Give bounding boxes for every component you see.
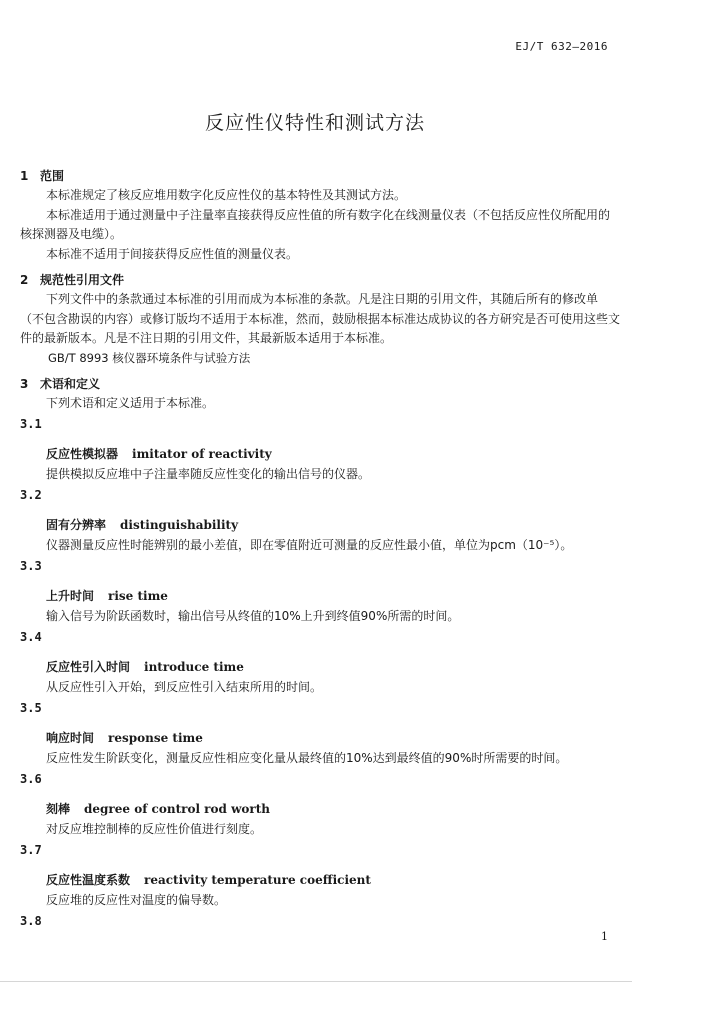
term-title (46, 729, 620, 748)
section-heading (20, 270, 620, 290)
term-en: reactivity temperature coefficient (144, 873, 371, 887)
term-definition: 对反应堆控制棒的反应性价值进行刻度。 (46, 822, 263, 836)
term-definition: 反应堆的反应性对温度的偏导数。 (46, 893, 227, 907)
clause-number: 3.4 (20, 630, 42, 644)
term-entry (20, 555, 620, 626)
term-definition: 提供模拟反应堆中子注量率随反应性变化的输出信号的仪器。 (46, 467, 371, 481)
page-number: 1 (601, 930, 608, 943)
term-entry (20, 413, 620, 484)
term-en: distinguishability (120, 518, 239, 532)
paragraph: 下列文件中的条款通过本标准的引用而成为本标准的条款。凡是注日期的引用文件，其随后所有的修改单（不包含勘误的内容）或修订版均不适用于本标准，然而，鼓励根据本标准达成协议的各方研究是否可使用这些文件的最新版本。凡是不注日期的引用文件，其最新版本适用于本标准。 (20, 292, 621, 345)
clause-number: 3.5 (20, 701, 42, 715)
term-en: rise time (108, 589, 168, 603)
term-title (46, 871, 620, 890)
clause-number: 3.3 (20, 559, 42, 573)
term-zh: 反应性模拟器 (46, 447, 119, 461)
term-en: imitator of reactivity (132, 447, 272, 461)
term-definition: 从反应性引入开始，到反应性引入结束所用的时间。 (46, 680, 323, 694)
normative-reference: GB/T 8993 核仪器环境条件与试验方法 (48, 350, 251, 365)
clause-number: 3.2 (20, 488, 42, 502)
term-zh: 刻棒 (46, 802, 71, 816)
term-title (46, 658, 620, 677)
section-title: 范围 (40, 169, 65, 183)
paragraph: 本标准规定了核反应堆用数字化反应性仪的基本特性及其测试方法。 (46, 188, 407, 202)
term-definition: 仪器测量反应性时能辨别的最小差值，即在零值附近可测量的反应性最小值，单位为pcm（10⁻⁵）。 (46, 538, 573, 552)
term-zh: 响应时间 (46, 731, 95, 745)
term-zh: 反应性引入时间 (46, 660, 131, 674)
paragraph: 下列术语和定义适用于本标准。 (46, 395, 215, 410)
term-title (46, 516, 620, 535)
section-number: 2 (20, 273, 29, 287)
section-title: 术语和定义 (40, 376, 101, 391)
term-zh: 上升时间 (46, 589, 95, 603)
term-title (46, 587, 620, 606)
term-en: introduce time (144, 660, 244, 674)
term-definition: 反应性发生阶跃变化，测量反应性相应变化量从最终值的10%达到最终值的90%时所需要的时间。 (46, 751, 568, 765)
term-entry (20, 839, 620, 910)
term-definition: 输入信号为阶跃函数时，输出信号从终值的10%上升到终值90%所需的时间。 (46, 609, 460, 623)
term-entry (20, 697, 620, 768)
document-body (20, 166, 620, 932)
section-heading (20, 166, 620, 186)
document-title: 反应性仪特性和测试方法 (204, 112, 425, 134)
section-number: 1 (20, 169, 29, 183)
term-entry (20, 768, 620, 839)
term-entry (20, 484, 620, 555)
term-en: response time (108, 731, 203, 745)
page-bottom-divider (0, 981, 632, 982)
section-heading (20, 374, 620, 394)
clause-number: 3.6 (20, 772, 42, 786)
term-title (46, 445, 620, 464)
section-title: 规范性引用文件 (40, 273, 125, 287)
term-en: degree of control rod worth (84, 802, 271, 816)
term-zh: 固有分辨率 (46, 518, 107, 532)
paragraph: 本标准适用于通过测量中子注量率直接获得反应性值的所有数字化在线测量仪表（不包括反应性仪所配用的核探测器及电缆）。 (20, 207, 611, 241)
clause-number: 3.8 (20, 914, 42, 928)
term-zh: 反应性温度系数 (46, 873, 131, 887)
section-number: 3 (20, 376, 29, 391)
paragraph: 本标准不适用于间接获得反应性值的测量仪表。 (46, 246, 299, 261)
term-entry (20, 626, 620, 697)
term-title (46, 800, 620, 819)
clause-number: 3.1 (20, 417, 42, 431)
clause-number: 3.7 (20, 843, 42, 857)
standard-code: EJ/T 632—2016 (515, 40, 608, 53)
